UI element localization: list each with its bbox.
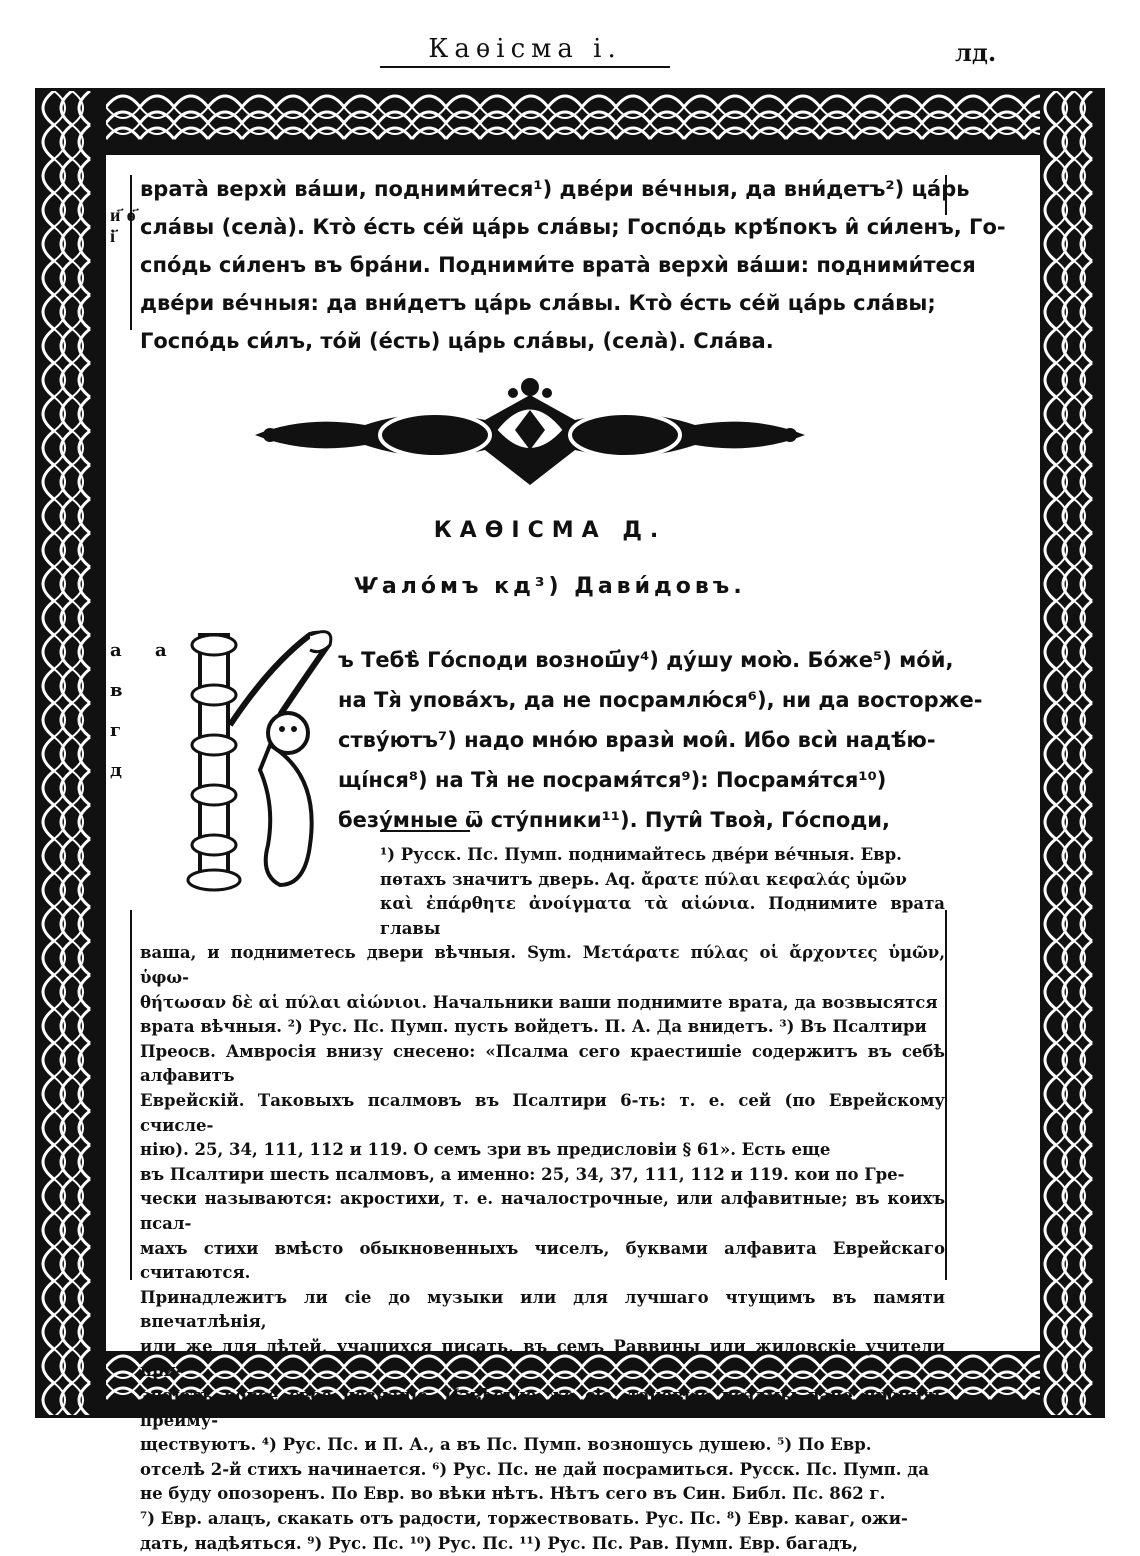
psalm-line: щі́нся⁸) на Тя̀ не посрамя́тся⁹): Посрамя́тся¹⁰) <box>338 768 887 792</box>
footnote-line: или же для дѣтей, учащихся писать, въ семъ Раввины или жидовскіе учители при- <box>140 1336 945 1381</box>
footnote-line: нію). 25, 34, 111, 112 и 119. О семъ зри въ предисловіи § 61». Есть еще <box>140 1140 831 1160</box>
footnote-line: Еврейскій. Таковыхъ псалмовъ въ Псалтири 6-ть: т. е. сей (по Еврейскому счисле- <box>140 1090 945 1135</box>
footnote-line: ществуютъ. ⁴) Рус. Пс. и П. А., а въ Пс. Пумп. возношусь душею. ⁵) По Евр. <box>140 1435 872 1455</box>
verse-line: спо́дь си́ленъ въ бра́ни. Подними́те врата̀ верхѝ ва́ши: подними́теся <box>140 253 976 277</box>
footnote-line: θήτωσαν δὲ αἱ πύλαι αἰώνιοι. Начальники ваши поднимите врата, да возвысятся <box>140 992 938 1012</box>
margin-number: г <box>110 720 122 741</box>
kathisma-title: КАѲІСМА Д. <box>433 518 667 543</box>
footnote-line: καὶ ἐπάρθητε ἀνοίγματα τὰ αἰώνια. Поднимите врата главы <box>380 894 945 938</box>
border-left-ornament <box>38 91 106 1415</box>
margin-number: в <box>110 680 123 701</box>
footnote-line: не буду опозоренъ. По Евр. во вѣки нѣтъ. Нѣтъ сего въ Син. Библ. Пс. 862 г. <box>140 1484 886 1504</box>
footnote-line: врата вѣчныя. ²) Рус. Пс. Пумп. пусть войдетъ. П. А. Да внидетъ. ³) Въ Псалтири <box>140 1017 927 1037</box>
margin-number: д <box>110 760 122 781</box>
verse-line: Госпо́дь си́лъ, то́й (е́сть) ца́рь сла́вы, (села̀). Сла́ва. <box>140 329 774 353</box>
footnote-line: Принадлежитъ ли сіе до музыки или для лучшаго чтущимъ въ памяти впечатлѣнія, <box>140 1287 945 1332</box>
page-number: лд. <box>955 38 997 67</box>
psalm-line: ству́ютъ⁷) надо мно́ю вразѝ мои̂. Ибо всѝ надѣ́ю- <box>338 728 936 752</box>
verse-line: сла́вы (села̀). Кто̀ е́сть се́й ца́рь сла́вы; Госпо́дь крѣ́покъ и̂ си́ленъ, Го- <box>140 215 1006 239</box>
psalm-line: на Тя̀ упова́хъ, да не посрамлю́ся⁶), ни да восторже- <box>338 688 983 712</box>
footnote-line: махъ стихи вмѣсто обыкновенныхъ чиселъ, буквами алфавита Еврейскаго считаются. <box>140 1238 945 1283</box>
footnote-line: въ Псалтири шесть псалмовъ, а именно: 25, 34, 37, 111, 112 и 119. кои по Гре- <box>140 1164 905 1184</box>
verse-margin-numbers: и҃ ѳ҃ і҃ <box>110 205 136 247</box>
psalm-text <box>338 640 983 840</box>
footnote-line: отселѣ 2-й стихъ начинается. ⁶) Рус. Пс. не дай посрамиться. Русск. Пс. Пумп. да <box>140 1459 929 1479</box>
margin-number: а <box>110 640 122 661</box>
verse-block <box>140 170 1006 360</box>
footnote-line: чески называются: акростихи, т. е. началострочные, или алфавитные; въ коихъ псал- <box>140 1189 945 1233</box>
verse-line: врата̀ верхѝ ва́ши, подними́теся¹) две́ри ве́чныя, да вни́детъ²) ца́рь <box>140 177 970 201</box>
footnote-line: знаютъ вовсе свое незнаніе. Извѣстно же сіе, таковые псалмы паче прочихъ преиму- <box>140 1386 945 1430</box>
psalm-title: Ѱало́мъ кд³) Дави́довъ. <box>354 574 746 599</box>
border-right-ornament <box>1040 91 1102 1415</box>
footnote-line: дать, надѣяться. ⁹) Рус. Пс. ¹⁰) Рус. Пс. ¹¹) Рус. Пс. Рав. Пумп. Евр. багадъ, <box>140 1533 859 1553</box>
footnote-line: пѳтахъ значитъ дверь. Aq. ἄρατε πύλαι κεφαλάς ὑμῶν <box>380 869 907 889</box>
verse-margin-rule <box>130 175 132 330</box>
running-title: Каѳісма і. <box>428 34 622 64</box>
footnote-left-rule <box>130 910 132 1280</box>
footnotes <box>140 843 945 1556</box>
psalm-margin-right: а <box>155 640 167 661</box>
footnote-line: ваша, и подниметесь двери вѣчныя. Sym. Μετάρατε πύλας οἱ ἄρχοντες ὑμῶν, ὑφω- <box>140 943 945 987</box>
header-rule <box>380 66 670 68</box>
footnote-separator <box>380 830 470 832</box>
footnote-line: ⁷) Евр. алацъ, скакать отъ радости, торжествовать. Рус. Пс. ⁸) Евр. каваг, ожи- <box>140 1509 908 1529</box>
footnote-right-rule <box>945 910 947 1280</box>
border-top-ornament <box>38 91 1102 155</box>
psalm-margin-left <box>110 640 140 800</box>
headpiece-ornament <box>245 375 815 495</box>
footnote-line: ¹) Русск. Пс. Пумп. поднимайтесь две́ри ве́чныя. Евр. <box>380 845 902 864</box>
psalm-line: безу́мные ѿ сту́пники¹¹). Пути̂ Твоя̀, Го́споди, <box>338 808 890 832</box>
psalm-line: ъ Тебѣ̀ Го́споди вознош҃у⁴) ду́шу мою̀. Бо́же⁵) мо́й, <box>338 648 954 672</box>
verse-line: две́ри ве́чныя: да вни́детъ ца́рь сла́вы. Кто̀ е́сть се́й ца́рь сла́вы; <box>140 291 936 315</box>
footnote-line: Преосв. Амвросія внизу снесено: «Псалма сего краестишіе содержитъ въ себѣ алфавитъ <box>140 1041 945 1086</box>
